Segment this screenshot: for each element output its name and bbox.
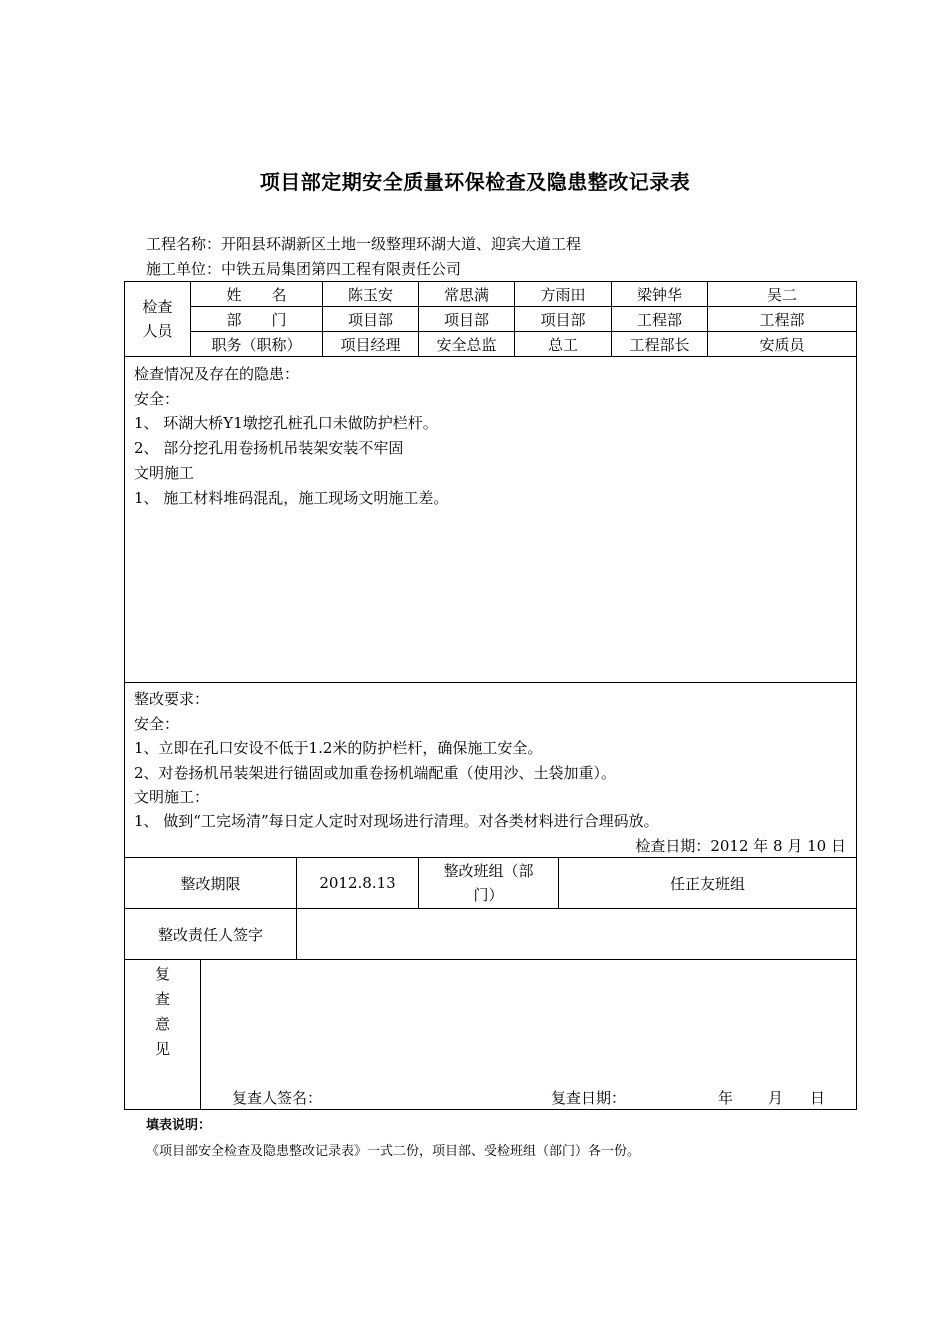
inspector-position: 项目经理 <box>340 335 401 354</box>
findings-line: 1、 环湖大桥Y1墩挖孔桩孔口未做防护栏杆。 <box>134 414 438 432</box>
findings-line: 1、 施工材料堆码混乱，施工现场文明施工差。 <box>134 489 449 507</box>
requirements-line: 安全： <box>134 715 180 733</box>
inspector-position: 工程部长 <box>629 335 690 354</box>
inspector-position: 安全总监 <box>436 335 497 354</box>
page-title: 项目部定期安全质量环保检查及隐患整改记录表 <box>259 170 691 194</box>
review-day: 日 <box>810 1089 826 1107</box>
table-border-right <box>856 281 857 1110</box>
deadline-label: 整改期限 <box>180 874 241 893</box>
requirements-heading: 整改要求： <box>134 690 210 708</box>
responsible-signature-field[interactable] <box>297 909 856 959</box>
row-label-name: 姓 名 <box>226 285 287 304</box>
inspector-department: 项目部 <box>443 310 489 329</box>
inspector-group-label <box>125 282 190 356</box>
review-label-char: 复 <box>154 965 170 983</box>
inspector-position: 总工 <box>547 335 578 354</box>
table-line <box>124 959 857 960</box>
review-date-label: 复查日期： <box>551 1089 627 1107</box>
inspection-date: 检查日期：2012 年 8 月 10 日 <box>635 837 846 855</box>
review-label <box>124 962 201 1062</box>
findings-line: 2、 部分挖孔用卷扬机吊装架安装不牢固 <box>134 439 404 457</box>
project-name: 工程名称：开阳县环湖新区土地一级整理环湖大道、迎宾大道工程 <box>146 235 582 253</box>
findings-line: 安全： <box>134 390 180 408</box>
requirements-line: 2、对卷扬机吊装架进行锚固或加重卷扬机端配重（使用沙、土袋加重）。 <box>134 764 617 782</box>
inspector-label-line: 检查 <box>142 298 173 316</box>
row-label-department: 部 门 <box>226 310 287 329</box>
notes-title: 填表说明： <box>146 1118 212 1133</box>
review-label-char: 见 <box>154 1040 170 1058</box>
findings-heading: 检查情况及存在的隐患： <box>134 365 300 383</box>
review-year: 年 <box>718 1089 734 1107</box>
deadline-value: 2012.8.13 <box>319 874 396 892</box>
inspector-name: 常思满 <box>443 285 489 304</box>
inspector-label-line: 人员 <box>142 322 173 340</box>
inspector-name: 梁钟华 <box>636 285 682 304</box>
review-month: 月 <box>768 1089 784 1107</box>
inspector-department: 工程部 <box>636 310 682 329</box>
construction-unit: 施工单位：中铁五局集团第四工程有限责任公司 <box>146 260 462 278</box>
inspector-department: 项目部 <box>540 310 586 329</box>
inspector-department: 项目部 <box>347 310 393 329</box>
table-line <box>124 682 857 683</box>
inspector-name: 吴二 <box>766 285 797 304</box>
responsible-label: 整改责任人签字 <box>157 925 263 944</box>
row-label-position: 职务（职称） <box>211 335 302 354</box>
table-line <box>124 356 857 357</box>
review-label-char: 意 <box>154 1015 170 1033</box>
inspector-name: 方雨田 <box>540 285 586 304</box>
review-label-char: 查 <box>154 990 170 1008</box>
inspector-name: 陈玉安 <box>347 285 393 304</box>
team-label: 整改班组（部门） <box>443 862 534 904</box>
team-value: 任正友班组 <box>669 874 745 893</box>
requirements-line: 文明施工： <box>134 788 210 806</box>
inspector-position: 安质员 <box>759 335 805 354</box>
review-signer-label: 复查人签名： <box>232 1089 323 1107</box>
inspector-department: 工程部 <box>759 310 805 329</box>
requirements-line: 1、 做到“工完场清”每日定人定时对现场进行清理。对各类材料进行合理码放。 <box>134 812 659 830</box>
findings-line: 文明施工 <box>134 464 195 482</box>
table-border-bottom <box>124 1109 857 1110</box>
notes-text: 《项目部安全检查及隐患整改记录表》一式二份，项目部、受检班组（部门）各一份。 <box>146 1144 641 1159</box>
requirements-line: 1、立即在孔口安设不低于1.2米的防护栏杆，确保施工安全。 <box>134 739 543 757</box>
